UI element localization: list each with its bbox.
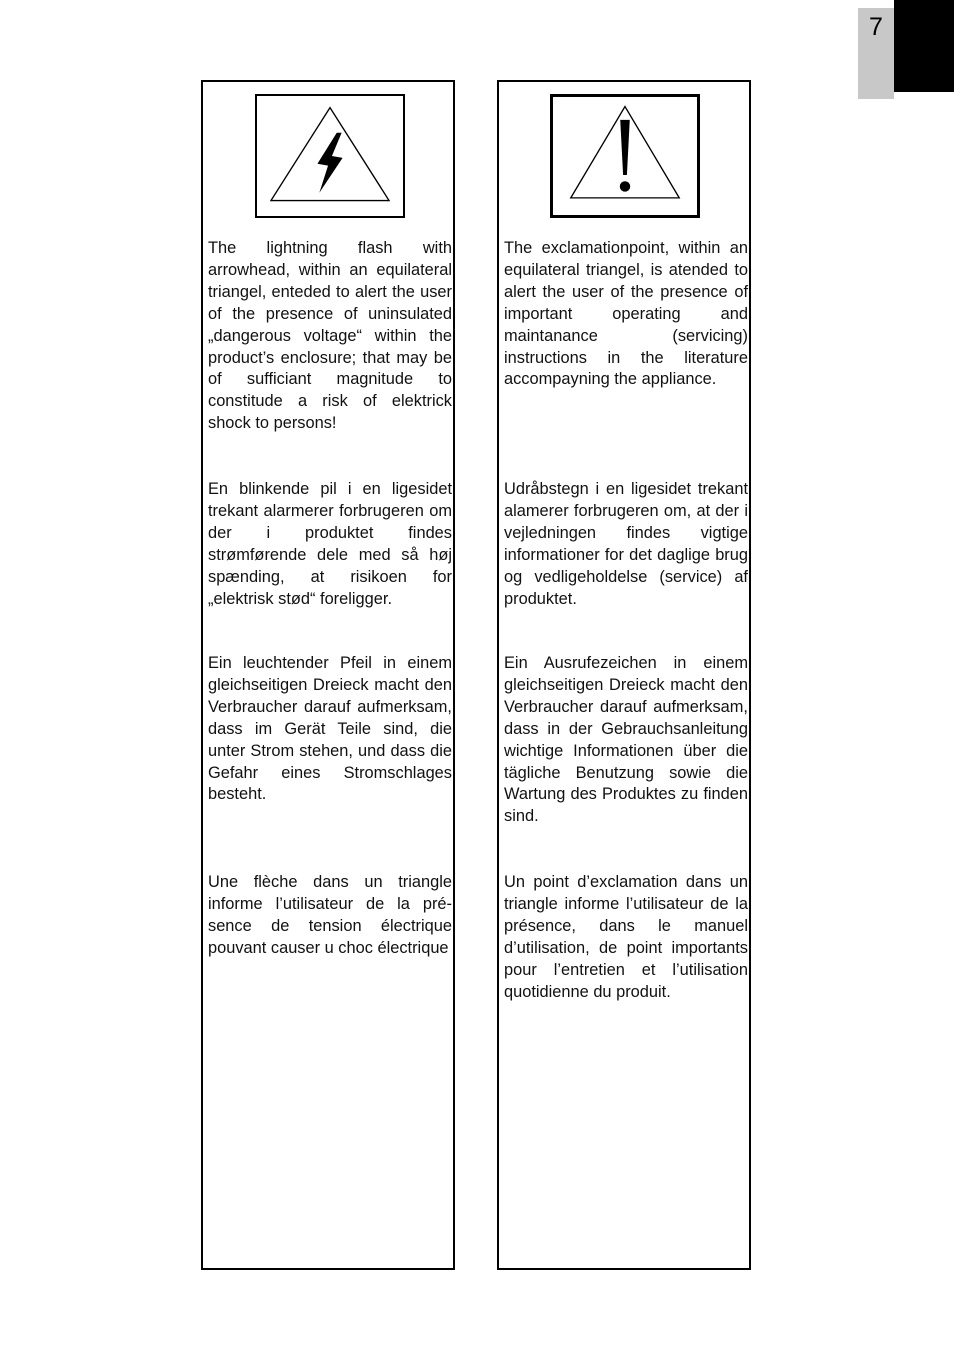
exclamation-symbol-box: [550, 94, 700, 218]
lightning-warning-icon: [257, 96, 403, 216]
paragraph-german: Ein Ausrufezeichen in einem gleichseitigen Dreieck macht den Verbraucher darauf aufmerksam, dass in der Gebrauchsanleitung wichtige Informationen über die tägliche Benutzung sowie die Wartung des Produktes zu finden sind.: [504, 654, 748, 826]
lightning-symbol-box: [255, 94, 405, 218]
exclamation-warning-icon: [553, 97, 697, 215]
paragraph-english: The lightning flash with arrowhead, within an equilateral triangel, enteded to alert the user of the presence of uninsulated „dangerous voltage“ within the product’s enclosure; that may be of sufficiant magnitude to constitude a risk of elektrick shock to persons!: [208, 239, 452, 433]
paragraph-french: Une flèche dans un triangle informe l’utilisateur de la présence de tension électrique pouvant causer u choc électrique: [208, 873, 452, 957]
paragraph-danish: En blinkende pil i en ligesidet trekant alarmerer forbrugeren om der i produktet findes strømførende dele med så høj spænding, at risikoen for „elektrisk stød“ foreligger.: [208, 480, 452, 608]
paragraph-english: The exclamationpoint, within an equilateral triangel, is atended to alert the user of the presence of important operating and maintanance (servicing) instructions in the literature accompayning the appliance.: [504, 239, 748, 389]
exclamation-warning-column: [497, 80, 751, 1270]
paragraph-french: Un point d’exclamation dans un triangle informe l’utilisateur de la présence, dans le manuel d’utilisation, de point importants pour l’entretien et l’utilisation quotidienne du produit.: [504, 873, 748, 1001]
page-tab-edge: [894, 0, 954, 92]
paragraph-german: Ein leuchtender Pfeil in einem gleichseitigen Dreieck macht den Verbraucher darauf aufmerksam, dass im Gerät Teile sind, die unter Strom stehen, und dass die Gefahr eines Stromschlages besteht.: [208, 654, 452, 804]
lightning-warning-column: [201, 80, 455, 1270]
paragraph-danish: Udråbstegn i en ligesidet trekant alamerer forbrugeren om, at der i vejledningen findes vigtige informationer for det daglige brug og vedligeholdelse (service) af produktet.: [504, 480, 748, 608]
page-number: 7: [869, 13, 883, 41]
